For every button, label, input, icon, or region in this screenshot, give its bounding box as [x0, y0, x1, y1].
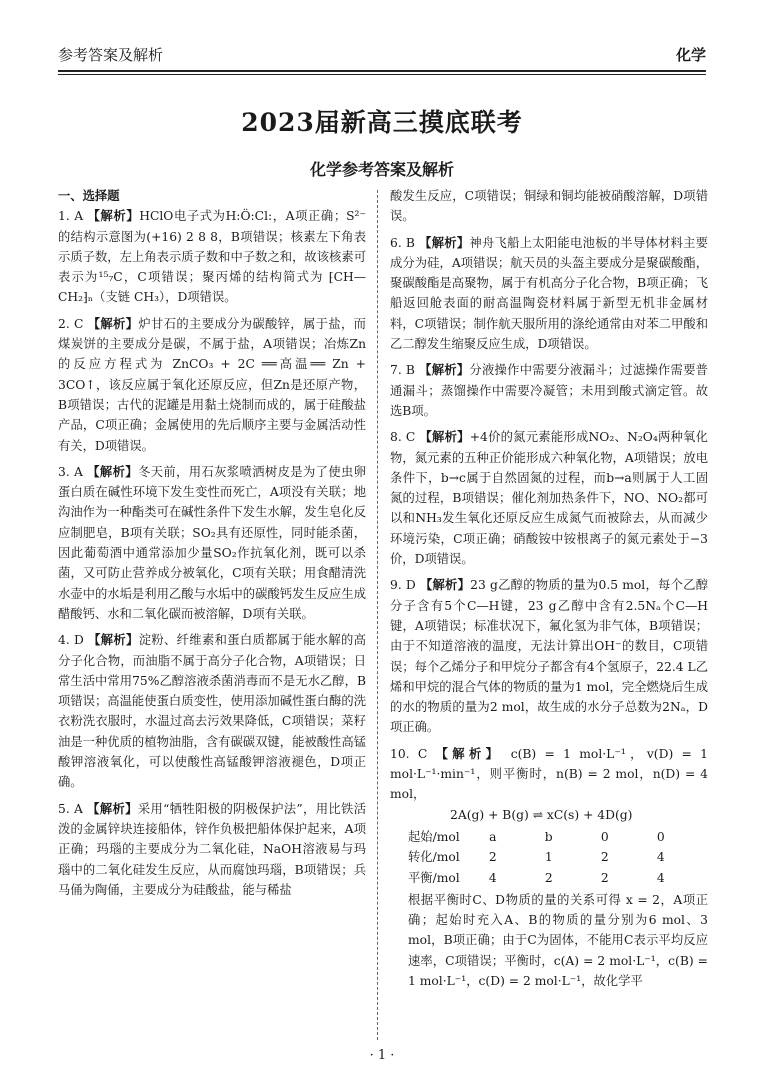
analysis-tag: 【解析】 [87, 209, 140, 224]
answer-item [390, 186, 708, 227]
answer-text: 冬天前，用石灰浆喷洒树皮是为了使虫卵蛋白质在碱性环境下发生变性而死亡，A项没有关联；地沟油作为一种酯类可在碱性条件下发生水解，发生皂化反应制肥皂，B项有关联；SO₂具有还原性，同时能杀菌，因此葡萄酒中通常添加少量SO₂作抗氧化剂，既可以杀菌，又可防止营养成分被氧化，C项有关联；用食醋清洗水壶中的水垢是利用乙酸与水垢中的碳酸钙发生反应生成醋酸钙、水和二氧化碳而被溶解，D项有关联。 [58, 464, 366, 621]
page-subtitle: 化学参考答案及解析 [309, 160, 454, 179]
table-cell: 平衡/mol [408, 870, 460, 885]
header-rule-thin [58, 74, 706, 75]
table-cell: 起始/mol [408, 829, 460, 844]
table-cell: 4 [656, 850, 665, 865]
answer-number: 7. B [390, 363, 415, 378]
table-cell: a [489, 829, 497, 844]
analysis-tag: 【解析】 [419, 430, 470, 445]
answer-item [58, 462, 366, 624]
answer-number: 8. C [390, 430, 416, 445]
answer-item-10 [390, 744, 708, 992]
answer-item [58, 206, 366, 307]
answer-text: HClO电子式为H:Ö:Cl:，A项正确；S²⁻的结构示意图为(+16) 2 8 8，B项错误；核素左下角表示质子数，左上角表示质子数和中子数之和，故该核素可表示为¹⁵₇C，C项错误；聚丙烯的结构简式为 ⁅CH—CH₂⁆ₙ（支链 CH₃），D项错误。 [58, 209, 366, 305]
analysis-tag: 【解析】 [419, 363, 470, 378]
table-row [408, 827, 694, 847]
answer-number: 9. D [390, 578, 416, 593]
page-title: 2023届新高三摸底联考 [241, 108, 523, 137]
table-row [408, 868, 694, 888]
answer-item [390, 233, 708, 355]
section-heading: 一、选择题 [58, 189, 120, 203]
header-left: 参考答案及解析 [58, 46, 164, 64]
table-cell: b [544, 829, 553, 844]
answer-text: 淀粉、纤维素和蛋白质都属于能水解的高分子化合物，而油脂不属于高分子化合物，A项错误；日常生活中常用75%乙醇溶液杀菌消毒而不是无水乙醇，B项错误；高温能使蛋白质变性，使用添加碱性蛋白酶的洗衣粉洗衣服时，水温过高去污效果降低，C项错误；菜籽油是一种优质的植物油脂，含有碳碳双键，能被酸性高锰酸钾溶液氧化，可以使酸性高锰酸钾溶液褪色，D项正确。 [58, 633, 366, 790]
answer-item [58, 799, 366, 900]
table-cell: 4 [488, 870, 497, 885]
answer-text: 炉甘石的主要成分为碳酸锌，属于盐，而煤炭饼的主要成分是碳，不属于盐，A项错误；冶炼Zn的反应方程式为 ZnCO₃ + 2C ══高温══ Zn + 3CO↑，该反应属于氧化还原反应，但Zn是还原产物，B项错误；古代的泥罐是用黏土烧制而成的，属于硅酸盐产品，C项正确；金属使用的先后顺序主要与金属活动性有关，D项错误。 [58, 316, 366, 453]
answer-text: 神舟飞船上太阳能电池板的半导体材料主要成分为硅，A项错误；航天员的头盔主要成分是聚碳酸酯，聚碳酸酯是高聚物，属于有机高分子化合物，B项正确；飞船返回舱表面的耐高温陶瓷材料属于新型无机非金属材料，C项错误；制作航天服所用的涤纶通常由对苯二甲酸和乙二醇发生缩聚反应生成，D项错误。 [390, 235, 708, 352]
table-cell: 0 [600, 829, 609, 844]
left-column [58, 186, 366, 906]
table-cell: 4 [656, 870, 665, 885]
analysis-tag: 【解析】 [435, 746, 503, 761]
table-cell: 2 [600, 870, 609, 885]
answer-item [390, 360, 708, 421]
answer-item [58, 314, 366, 456]
right-answer-list [390, 186, 708, 738]
header-right: 化学 [675, 46, 706, 64]
answer-text: 分液操作中需要分液漏斗；过滤操作需要普通漏斗；蒸馏操作中需要冷凝管；未用到酸式滴定管。故选B项。 [390, 363, 708, 418]
analysis-tag: 【解析】 [87, 801, 138, 816]
answer-number: 4. D [58, 633, 84, 648]
answer-text: +4价的氮元素能形成NO₂、N₂O₄两种氧化物，氮元素的五种正价能形成六种氧化物，A项错误；放电条件下，b→c属于自然固氮的过程，而b→a则属于人工固氮的过程，B项错误；催化剂加热条件下，NO、NO₂都可以和NH₃发生氧化还原反应生成氮气而被除去，从而减少环境污染，C项正确；硝酸铵中铵根离子的氮元素处于−3价，D项错误。 [390, 430, 708, 567]
table-cell: 2 [600, 850, 609, 865]
answer-intro: c(B) = 1 mol·L⁻¹，v(D) = 1 mol·L⁻¹·min⁻¹，则平衡时，n(B) = 2 mol，n(D) = 4 mol， [390, 746, 708, 802]
analysis-tag: 【解析】 [419, 235, 470, 250]
table-cell: 2 [488, 850, 497, 865]
table-cell: 1 [544, 850, 553, 865]
answer-number: 2. C [58, 316, 84, 331]
reaction-equation: 2A(g) + B(g) ⇌ xC(s) + 4D(g) [450, 807, 633, 822]
table-cell: 0 [656, 829, 665, 844]
analysis-tag: 【解析】 [419, 578, 471, 593]
answer-item [58, 630, 366, 792]
analysis-tag: 【解析】 [87, 316, 139, 331]
page-header [58, 44, 706, 68]
equilibrium-table [408, 827, 694, 888]
table-row [408, 847, 694, 867]
left-answer-list [58, 206, 366, 900]
answer-number: 1. A [58, 209, 84, 224]
table-cell: 2 [544, 870, 553, 885]
right-column [390, 186, 708, 997]
header-rule [58, 70, 706, 72]
answer-number: 10. C [390, 746, 428, 761]
answer-tail: 根据平衡时C、D物质的量的关系可得 x = 2，A项正确；起始时充入A、B的物质的量分别为6 mol、3 mol，B项正确；由于C为固体，不能用C表示平均反应速率，C项错误；平衡时，c(A) = 2 mol·L⁻¹，c(B) = 1 mol·L⁻¹，c(D) = 2 mol·L⁻¹，故化学平 [408, 892, 708, 988]
analysis-tag: 【解析】 [87, 464, 138, 479]
analysis-tag: 【解析】 [88, 633, 139, 648]
answer-text: 酸发生反应，C项错误；铜绿和铜均能被硝酸溶解，D项错误。 [390, 189, 708, 224]
answer-number: 6. B [390, 235, 415, 250]
table-cell: 转化/mol [408, 850, 460, 865]
answer-number: 3. A [58, 464, 83, 479]
column-divider [377, 190, 378, 1040]
answer-text: 采用“牺牲阳极的阴极保护法”，用比铁活泼的金属锌块连接船体，锌作负极把船体保护起来，A项正确；玛瑙的主要成分为二氧化硅，NaOH溶液易与玛瑙中的二氧化硅发生反应，从而腐蚀玛瑙，B项错误；兵马俑为陶俑，主要成分为硅酸盐，能与稀盐 [58, 801, 366, 897]
answer-text: 23 g乙醇的物质的量为0.5 mol，每个乙醇分子含有5个C—H键，23 g乙醇中含有2.5Nₐ个C—H键，A项错误；标准状况下，氟化氢为非气体，B项错误；由于不知道溶液的温度，无法计算出OH⁻的数目，C项错误；每个乙烯分子和甲烷分子都含有4个氢原子，22.4 L乙烯和甲烷的混合气体的物质的量为1 mol，完全燃烧后生成的水的物质的量为2 mol，故生成的水分子总数为2Nₐ，D项正确。 [390, 578, 708, 735]
answer-item [390, 575, 708, 737]
page-number: · 1 · [369, 1048, 395, 1063]
answer-number: 5. A [58, 801, 83, 816]
answer-item [390, 427, 708, 569]
